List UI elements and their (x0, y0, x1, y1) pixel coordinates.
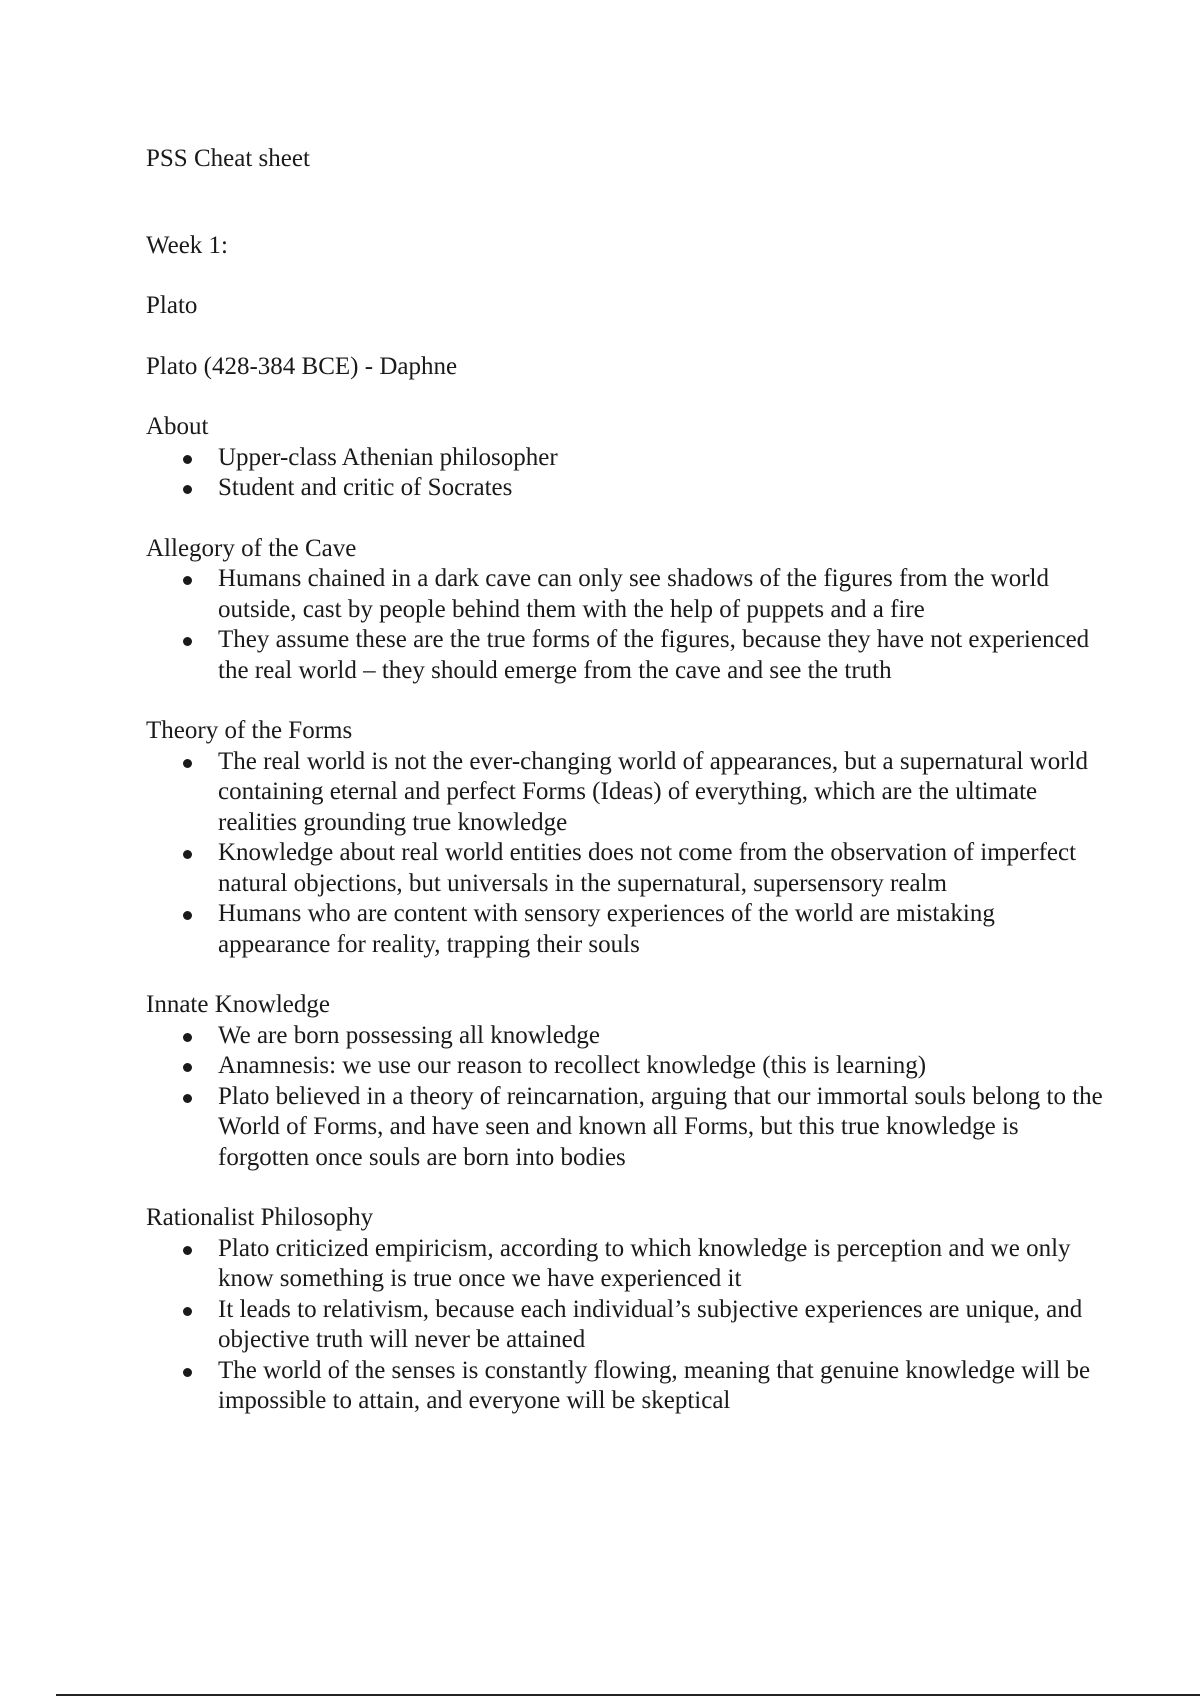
bullet-text: The real world is not the ever-changing world of appearances, but a supernatural world containing eternal and perfect Forms (Ideas) of everything, which are the ultimate realities grounding true knowledge (218, 747, 1089, 836)
bullet-dot-icon (183, 1246, 192, 1255)
bullet-item (146, 564, 1106, 625)
week-heading: Week 1: (146, 231, 228, 259)
page-bottom-divider (56, 1694, 1200, 1696)
bullet-list (146, 1021, 1106, 1174)
bullet-dot-icon (183, 455, 192, 464)
section (146, 412, 1106, 504)
bullet-dot-icon (183, 759, 192, 768)
section-heading: Theory of the Forms (146, 717, 353, 744)
section-heading: Rationalist Philosophy (146, 1204, 374, 1231)
bullet-dot-icon (183, 576, 192, 585)
bullet-item (146, 1295, 1106, 1356)
bullet-item (146, 899, 1106, 960)
bullet-text: Knowledge about real world entities does not come from the observation of imperfect natural objections, but universals in the supernatural, supersensory realm (218, 839, 1077, 897)
bullet-list (146, 1234, 1106, 1417)
bullet-item (146, 1234, 1106, 1295)
bullet-dot-icon (183, 485, 192, 494)
document-page (146, 144, 1106, 1447)
bullet-dot-icon (183, 1063, 192, 1072)
bullet-text: Anamnesis: we use our reason to recollect knowledge (this is learning) (218, 1052, 927, 1079)
author-heading: Plato (146, 292, 198, 319)
bullet-dot-icon (183, 637, 192, 646)
bullet-item (146, 1051, 1106, 1082)
section-heading: About (146, 413, 209, 440)
sections-container (146, 412, 1106, 1417)
bullet-item (146, 747, 1106, 839)
bullet-list (146, 747, 1106, 961)
section (146, 990, 1106, 1173)
bullet-item (146, 1082, 1106, 1174)
bullet-dot-icon (183, 911, 192, 920)
bullet-text: They assume these are the true forms of the figures, because they have not experienced the real world – they should emerge from the cave and see the truth (218, 626, 1090, 684)
section-heading: Innate Knowledge (146, 991, 330, 1018)
bullet-dot-icon (183, 1368, 192, 1377)
section-heading: Allegory of the Cave (146, 534, 357, 562)
bullet-item (146, 625, 1106, 686)
bullet-dot-icon (183, 1094, 192, 1103)
bullet-list (146, 443, 1106, 504)
bullet-text: Plato believed in a theory of reincarnation, arguing that our immortal souls belong to the World of Forms, and have seen and known all Forms, but this true knowledge is forgotten once souls are born into bodies (218, 1082, 1103, 1171)
bullet-dot-icon (183, 1033, 192, 1042)
bullet-item (146, 473, 1106, 504)
bullet-text: Plato criticized empiricism, according to which knowledge is perception and we only know something is true once we have experienced it (218, 1234, 1071, 1292)
bullet-text: Upper-class Athenian philosopher (218, 443, 558, 471)
bullet-text: It leads to relativism, because each individual’s subjective experiences are unique, and objective truth will never be attained (218, 1295, 1083, 1353)
section (146, 716, 1106, 960)
bullet-item (146, 1021, 1106, 1052)
bullet-item (146, 443, 1106, 474)
bullet-list (146, 564, 1106, 686)
bullet-dot-icon (183, 1307, 192, 1316)
bullet-text: We are born possessing all knowledge (218, 1021, 600, 1049)
section (146, 1203, 1106, 1417)
bullet-item (146, 838, 1106, 899)
bullet-text: Student and critic of Socrates (218, 474, 513, 501)
bullet-item (146, 1356, 1106, 1417)
bullet-dot-icon (183, 850, 192, 859)
document-title: PSS Cheat sheet (146, 145, 310, 172)
bullet-text: Humans chained in a dark cave can only see shadows of the figures from the world outside, cast by people behind them with the help of puppets and a fire (218, 565, 1049, 623)
author-line: Plato (428-384 BCE) - Daphne (146, 352, 458, 380)
bullet-text: Humans who are content with sensory experiences of the world are mistaking appearance for reality, trapping their souls (218, 900, 995, 958)
bullet-text: The world of the senses is constantly flowing, meaning that genuine knowledge will be impossible to attain, and everyone will be skeptical (218, 1356, 1091, 1414)
section (146, 534, 1106, 687)
